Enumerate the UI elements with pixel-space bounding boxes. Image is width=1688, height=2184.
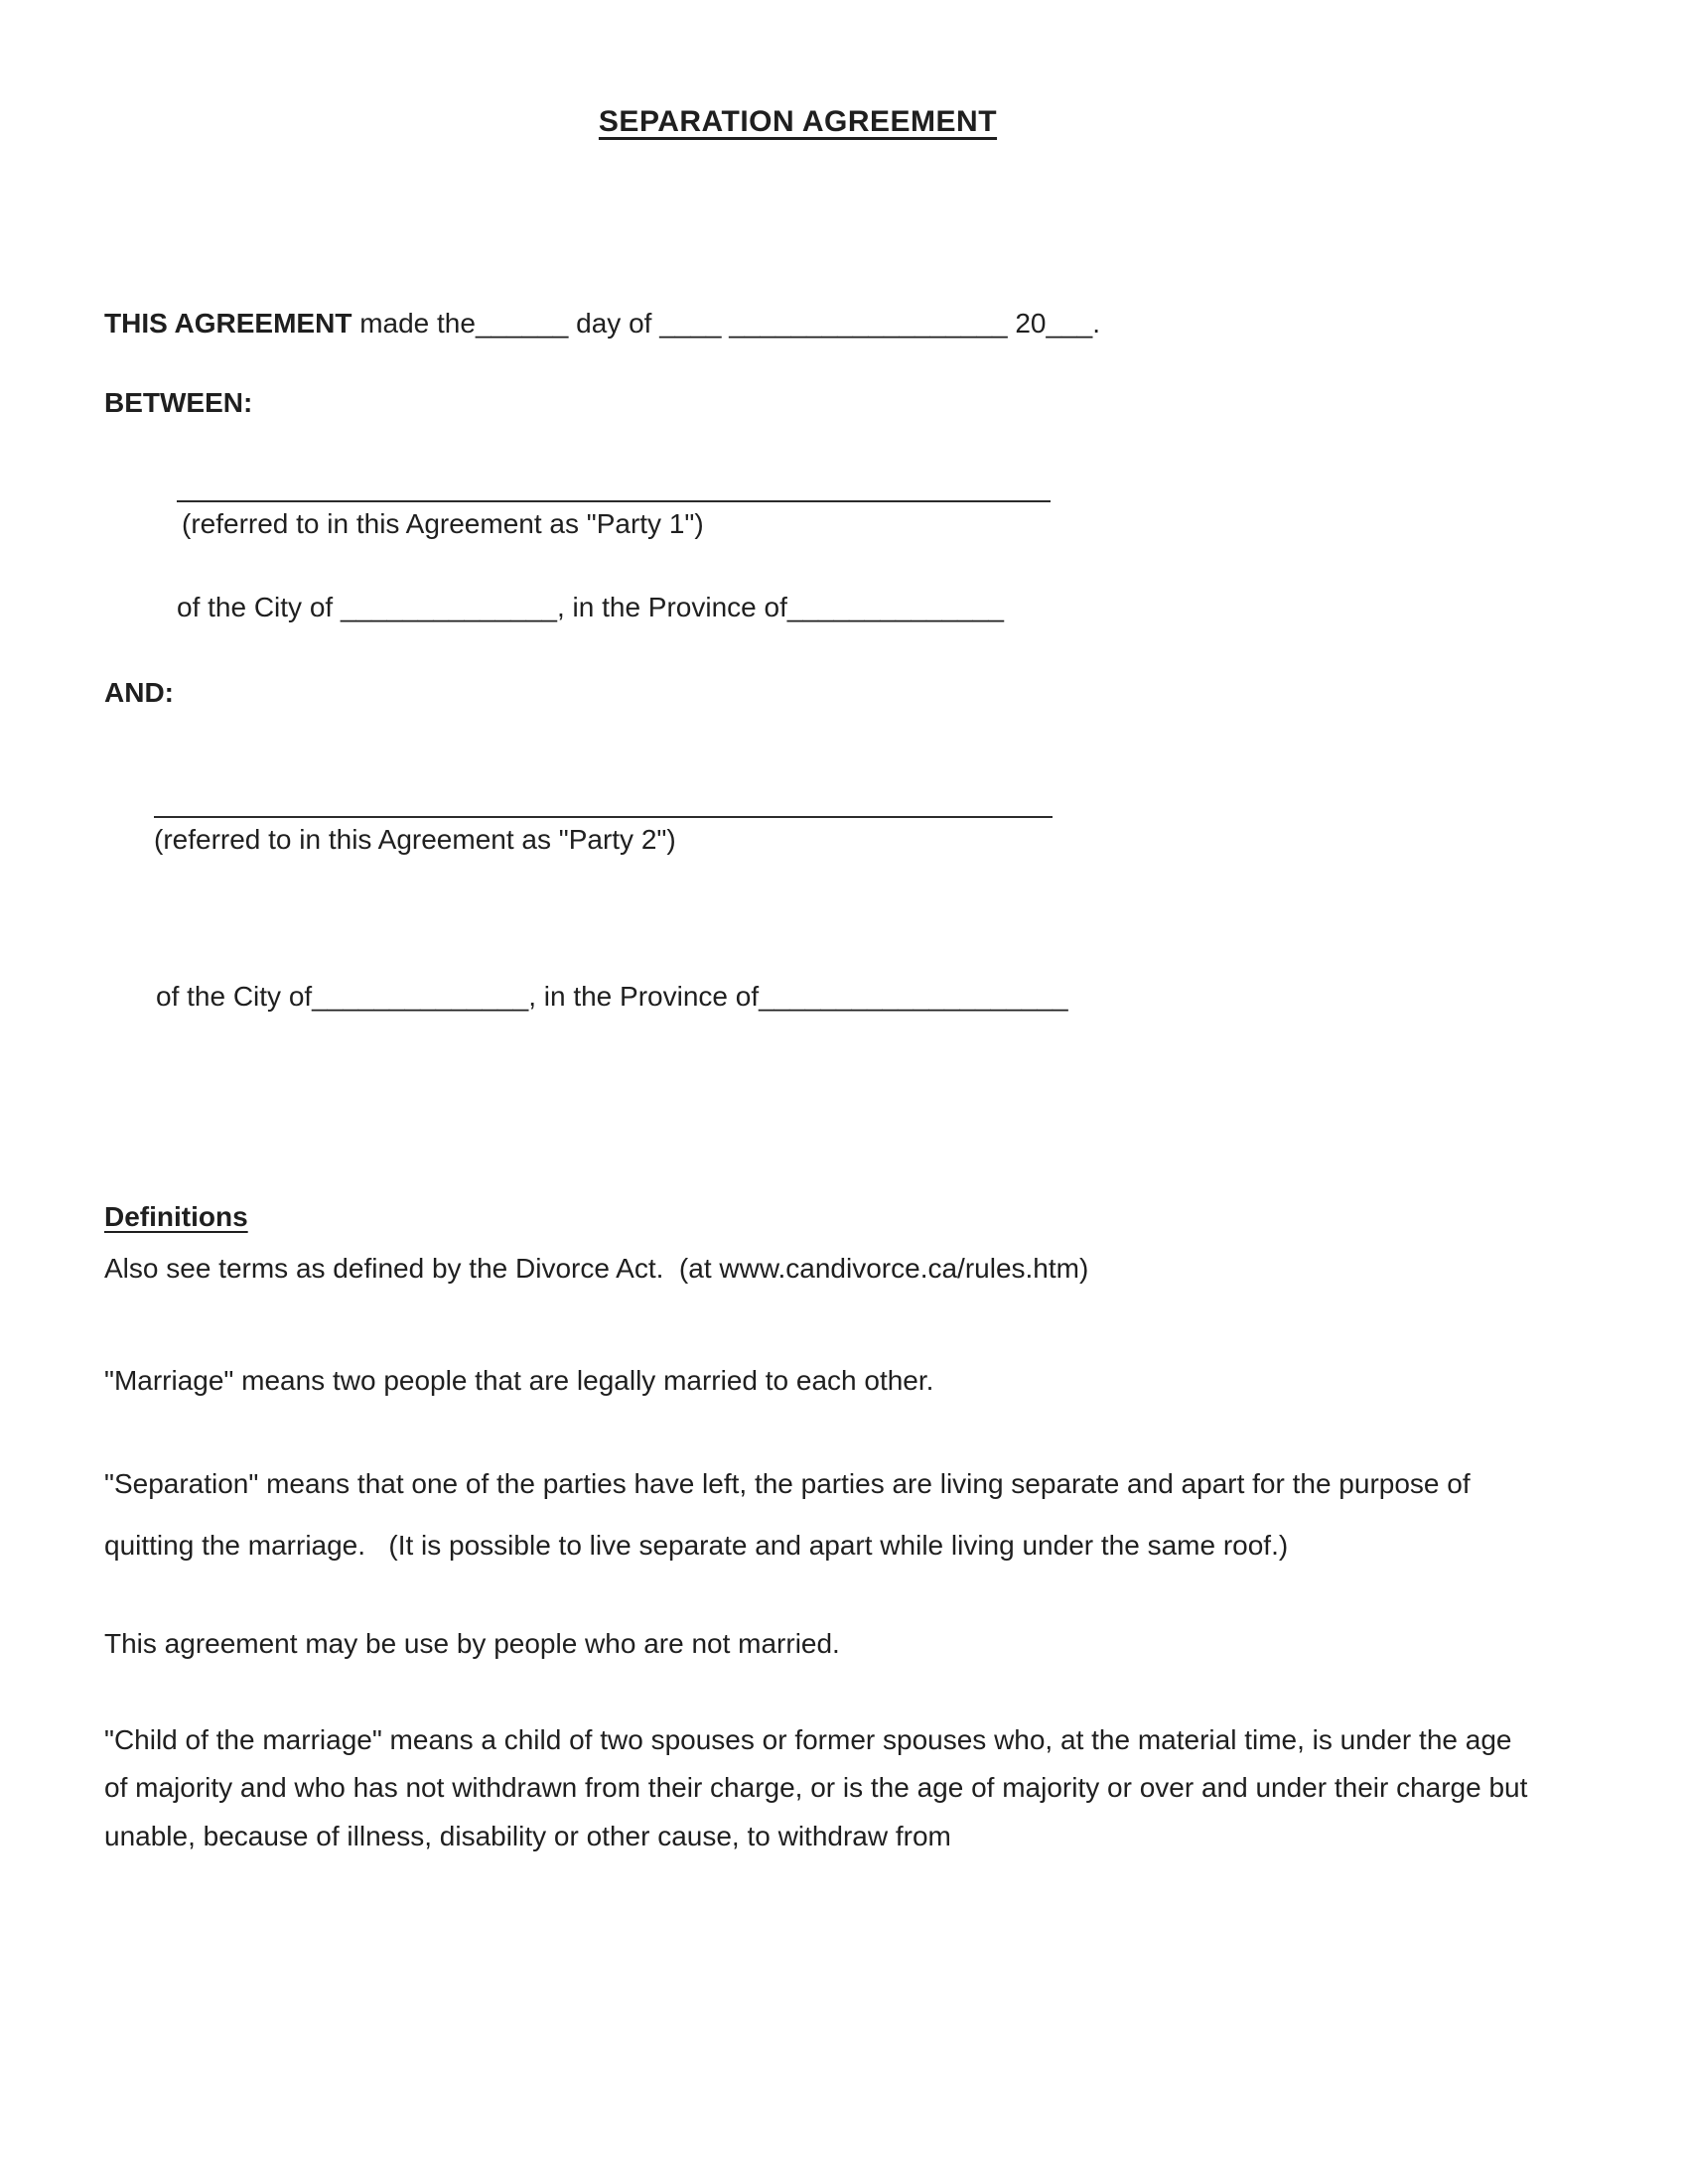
paragraph-child-of-marriage-definition: "Child of the marriage" means a child of two spouses or former spouses who, at the material time, is under the age of majority and who has not withdrawn from their charge, or is the age of majority or over and under their charge but unable, because of illness, disability or other cause, to withdraw from [104,1724,1536,1851]
paragraph-separation-definition: "Separation" means that one of the parties have left, the parties are living separate and apart for the purpose of quitting the marriage. (It is possible to live separate and apart while living under the same roof.) [104,1468,1478,1561]
party2-city-province-line: of the City of______________, in the Province of____________________ [156,981,1068,1012]
party1-city-province-line: of the City of ______________, in the Province of______________ [177,592,1004,622]
between-label: BETWEEN: [104,387,253,418]
definitions-heading: Definitions [104,1201,248,1232]
party1-referred-text: (referred to in this Agreement as "Party 1") [182,508,704,539]
agreement-made-bold: THIS AGREEMENT [104,308,352,339]
and-label: AND: [104,677,174,708]
paragraph-marriage-definition: "Marriage" means two people that are legally married to each other. [104,1365,934,1396]
party2-name-blank [154,816,1053,818]
party1-name-blank [177,500,1051,502]
agreement-made-line [104,308,1531,340]
definitions-intro: Also see terms as defined by the Divorce Act. (at www.candivorce.ca/rules.htm) [104,1253,1089,1284]
agreement-made-rest: made the______ day of ____ __________________ 20___. [352,308,1101,339]
paragraph-not-married-note: This agreement may be use by people who are not married. [104,1628,840,1660]
document-title: SEPARATION AGREEMENT [598,105,998,138]
party2-referred-text: (referred to in this Agreement as "Party 2") [154,824,676,855]
